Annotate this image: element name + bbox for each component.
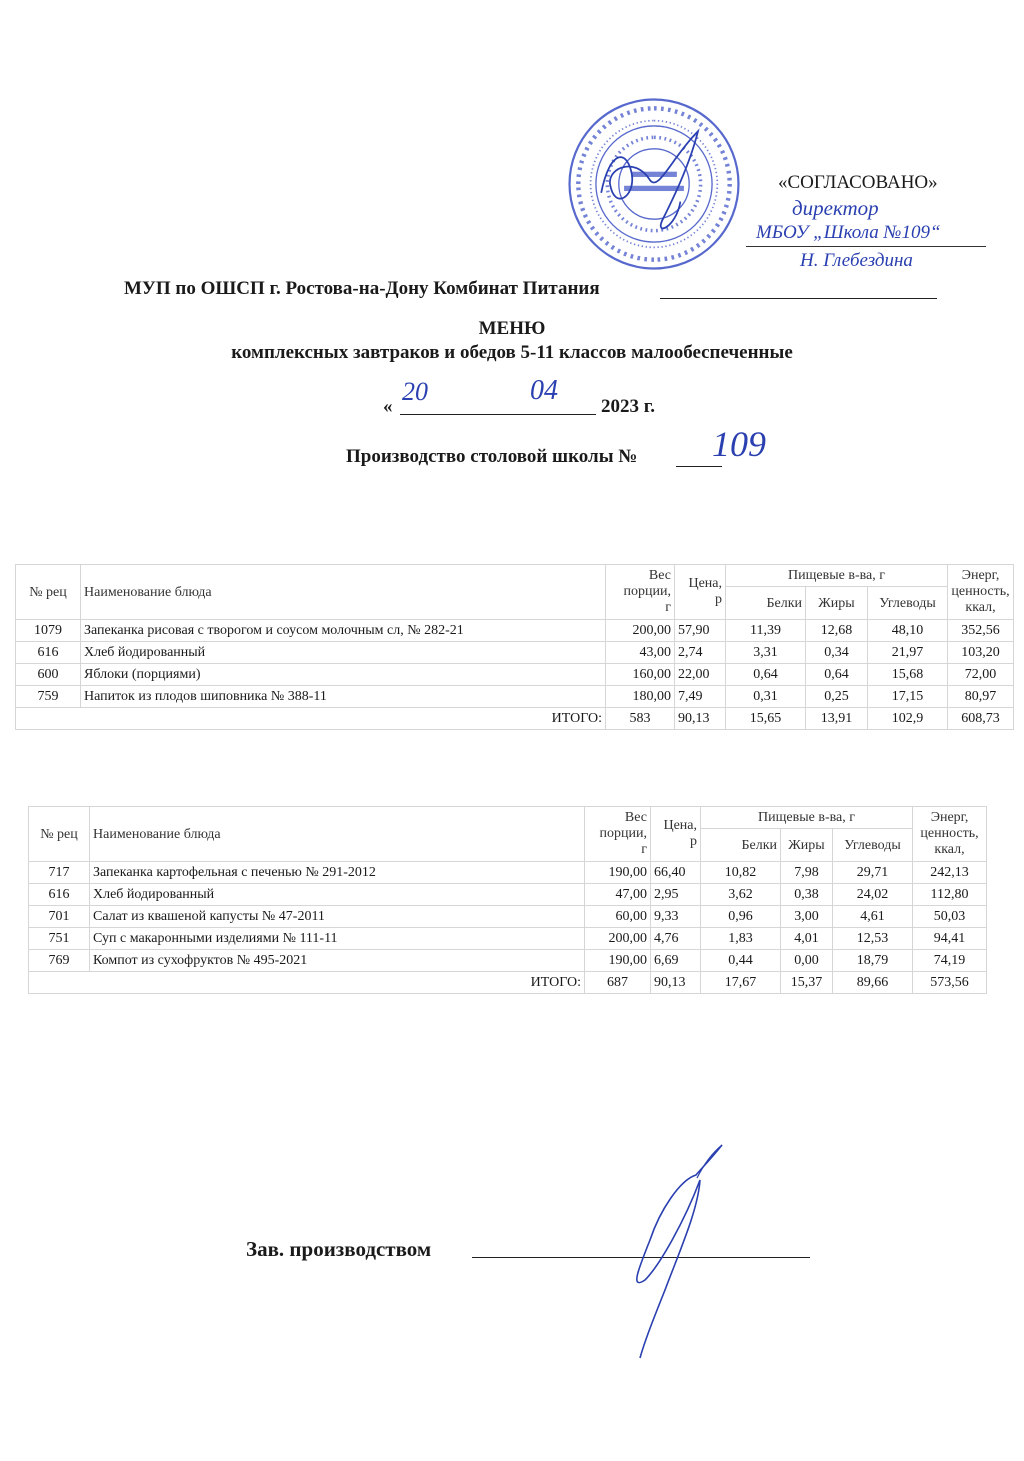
cell-name: Хлеб йодированный	[90, 884, 585, 906]
col-energy-line-3: ккал,	[965, 600, 996, 615]
total-energy: 608,73	[948, 708, 1014, 730]
cell-name: Запеканка рисовая с творогом и соусом молочным сл, № 282-21	[81, 620, 606, 642]
cell-name: Напиток из плодов шиповника № 388-11	[81, 686, 606, 708]
director-handwritten-name: Н. Глебездина	[800, 250, 913, 271]
col-protein: Белки	[701, 829, 781, 862]
cell-protein: 0,64	[726, 664, 806, 686]
col-fat: Жиры	[781, 829, 833, 862]
table-row	[29, 928, 987, 950]
total-protein: 17,67	[701, 972, 781, 994]
director-handwritten-school: МБОУ „Школа №109“	[756, 222, 941, 243]
cell-price: 7,49	[675, 686, 726, 708]
col-nutrients-group: Пищевые в-ва, г	[701, 807, 913, 829]
table-row	[29, 950, 987, 972]
cell-recipe: 769	[29, 950, 90, 972]
col-price-line-2: р	[690, 834, 697, 849]
col-name: Наименование блюда	[90, 807, 585, 862]
cell-energy: 352,56	[948, 620, 1014, 642]
col-energy-line-1: Энерг,	[961, 568, 1000, 583]
cell-protein: 0,44	[701, 950, 781, 972]
total-row	[16, 708, 1014, 730]
cell-energy: 72,00	[948, 664, 1014, 686]
lunch-rows	[29, 862, 987, 994]
col-protein: Белки	[726, 587, 806, 620]
cell-energy: 80,97	[948, 686, 1014, 708]
cell-fat: 12,68	[806, 620, 868, 642]
cell-carbs: 4,61	[833, 906, 913, 928]
date-year: 2023 г.	[601, 396, 655, 417]
official-stamp	[566, 96, 742, 272]
cell-fat: 0,00	[781, 950, 833, 972]
production-manager-signature	[560, 1140, 740, 1360]
cell-fat: 0,25	[806, 686, 868, 708]
cell-recipe: 759	[16, 686, 81, 708]
cell-fat: 7,98	[781, 862, 833, 884]
col-weight	[606, 565, 675, 620]
cell-weight: 43,00	[606, 642, 675, 664]
cell-carbs: 21,97	[868, 642, 948, 664]
col-energy	[913, 807, 987, 862]
col-fat: Жиры	[806, 587, 868, 620]
cell-protein: 3,31	[726, 642, 806, 664]
cell-weight: 190,00	[585, 950, 651, 972]
col-weight-line-2: порции,	[623, 584, 671, 599]
breakfast-menu-table	[15, 564, 1014, 730]
cell-recipe: 600	[16, 664, 81, 686]
production-manager-label: Зав. производством	[246, 1237, 432, 1261]
col-price-line-1: Цена,	[688, 576, 722, 591]
organization-signature-line	[660, 298, 937, 299]
cell-carbs: 48,10	[868, 620, 948, 642]
col-energy-line-2: ценность,	[920, 826, 979, 841]
total-carbs: 102,9	[868, 708, 948, 730]
total-fat: 15,37	[781, 972, 833, 994]
cell-carbs: 29,71	[833, 862, 913, 884]
cell-protein: 0,96	[701, 906, 781, 928]
table-header-row	[29, 807, 987, 829]
cell-price: 6,69	[651, 950, 701, 972]
table-row	[16, 642, 1014, 664]
col-price-line-1: Цена,	[663, 818, 697, 833]
cell-price: 4,76	[651, 928, 701, 950]
cell-carbs: 17,15	[868, 686, 948, 708]
cell-weight: 200,00	[585, 928, 651, 950]
col-carbs: Углеводы	[868, 587, 948, 620]
cell-price: 2,74	[675, 642, 726, 664]
table-row	[16, 664, 1014, 686]
document-subtitle: комплексных завтраков и обедов 5-11 классов малообеспеченные	[231, 342, 793, 363]
col-weight-line-2: порции,	[599, 826, 647, 841]
table-row	[16, 686, 1014, 708]
col-price	[675, 565, 726, 620]
cell-fat: 4,01	[781, 928, 833, 950]
total-energy: 573,56	[913, 972, 987, 994]
director-signature-line	[746, 246, 986, 247]
cell-protein: 11,39	[726, 620, 806, 642]
cell-name: Яблоки (порциями)	[81, 664, 606, 686]
cell-energy: 112,80	[913, 884, 987, 906]
cell-weight: 47,00	[585, 884, 651, 906]
cell-price: 9,33	[651, 906, 701, 928]
col-weight	[585, 807, 651, 862]
date-underline	[400, 414, 596, 415]
cell-price: 2,95	[651, 884, 701, 906]
cell-protein: 3,62	[701, 884, 781, 906]
lunch-menu-table	[28, 806, 987, 994]
cell-recipe: 1079	[16, 620, 81, 642]
cell-energy: 74,19	[913, 950, 987, 972]
col-energy-line-2: ценность,	[951, 584, 1010, 599]
col-energy-line-1: Энерг,	[930, 810, 969, 825]
total-protein: 15,65	[726, 708, 806, 730]
cell-name: Запеканка картофельная с печенью № 291-2012	[90, 862, 585, 884]
cell-fat: 0,64	[806, 664, 868, 686]
cell-energy: 94,41	[913, 928, 987, 950]
table-row	[29, 906, 987, 928]
cell-recipe: 751	[29, 928, 90, 950]
cell-energy: 50,03	[913, 906, 987, 928]
date-quote: «	[383, 396, 393, 417]
table-row	[29, 884, 987, 906]
col-price-line-2: р	[715, 592, 722, 607]
col-weight-line-3: г	[665, 600, 671, 615]
cell-carbs: 15,68	[868, 664, 948, 686]
cell-weight: 180,00	[606, 686, 675, 708]
cell-protein: 10,82	[701, 862, 781, 884]
table-header-row	[16, 565, 1014, 587]
total-label: ИТОГО:	[16, 708, 606, 730]
cell-carbs: 18,79	[833, 950, 913, 972]
table-row	[29, 862, 987, 884]
total-row	[29, 972, 987, 994]
cell-weight: 190,00	[585, 862, 651, 884]
cell-name: Хлеб йодированный	[81, 642, 606, 664]
cell-recipe: 616	[16, 642, 81, 664]
date-day-handwritten: 20	[402, 377, 428, 406]
cell-name: Салат из квашеной капусты № 47-2011	[90, 906, 585, 928]
cell-fat: 0,34	[806, 642, 868, 664]
cell-fat: 0,38	[781, 884, 833, 906]
breakfast-rows	[16, 620, 1014, 730]
total-label: ИТОГО:	[29, 972, 585, 994]
total-price: 90,13	[651, 972, 701, 994]
total-weight: 687	[585, 972, 651, 994]
cell-price: 66,40	[651, 862, 701, 884]
total-fat: 13,91	[806, 708, 868, 730]
document-title: МЕНЮ	[478, 318, 546, 339]
col-energy-line-3: ккал,	[934, 842, 965, 857]
total-price: 90,13	[675, 708, 726, 730]
cell-weight: 60,00	[585, 906, 651, 928]
col-weight-line-1: Вес	[648, 568, 671, 583]
total-weight: 583	[606, 708, 675, 730]
col-weight-line-1: Вес	[624, 810, 647, 825]
cell-price: 22,00	[675, 664, 726, 686]
cell-recipe: 717	[29, 862, 90, 884]
school-number-underline	[676, 466, 722, 467]
col-price	[651, 807, 701, 862]
cell-name: Суп с макаронными изделиями № 111-11	[90, 928, 585, 950]
col-energy	[948, 565, 1014, 620]
date-month-handwritten: 04	[530, 375, 558, 406]
cell-name: Компот из сухофруктов № 495-2021	[90, 950, 585, 972]
col-nutrients-group: Пищевые в-ва, г	[726, 565, 948, 587]
cell-carbs: 24,02	[833, 884, 913, 906]
cell-fat: 3,00	[781, 906, 833, 928]
cell-price: 57,90	[675, 620, 726, 642]
approval-label: «СОГЛАСОВАНО»	[778, 172, 938, 193]
director-handwritten-title: директор	[792, 196, 879, 220]
school-number-handwritten: 109	[712, 424, 766, 464]
cell-carbs: 12,53	[833, 928, 913, 950]
table-row	[16, 620, 1014, 642]
col-carbs: Углеводы	[833, 829, 913, 862]
organization-line: МУП по ОШСП г. Ростова-на-Дону Комбинат Питания	[124, 278, 600, 299]
cell-energy: 242,13	[913, 862, 987, 884]
col-recipe: № рец	[16, 565, 81, 620]
production-label: Производство столовой школы №	[346, 446, 638, 467]
col-name: Наименование блюда	[81, 565, 606, 620]
cell-protein: 0,31	[726, 686, 806, 708]
cell-protein: 1,83	[701, 928, 781, 950]
total-carbs: 89,66	[833, 972, 913, 994]
cell-recipe: 616	[29, 884, 90, 906]
cell-recipe: 701	[29, 906, 90, 928]
col-weight-line-3: г	[641, 842, 647, 857]
cell-weight: 200,00	[606, 620, 675, 642]
cell-energy: 103,20	[948, 642, 1014, 664]
col-recipe: № рец	[29, 807, 90, 862]
cell-weight: 160,00	[606, 664, 675, 686]
